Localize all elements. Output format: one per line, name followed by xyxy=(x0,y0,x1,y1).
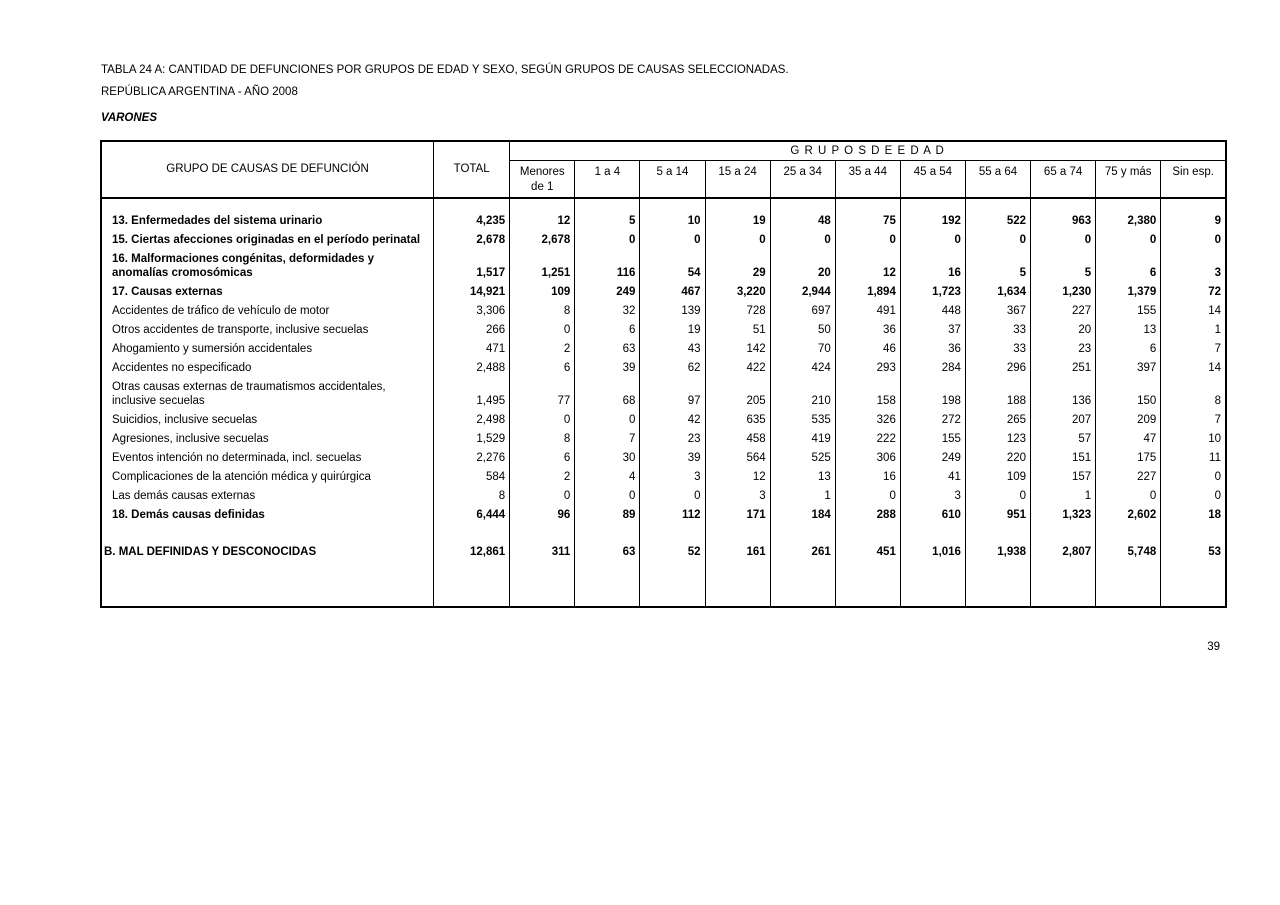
value-cell: 33 xyxy=(965,340,1030,359)
value-cell: 525 xyxy=(770,449,835,468)
value-cell: 451 xyxy=(835,543,900,562)
table-subtitle: REPÚBLICA ARGENTINA - AÑO 2008 xyxy=(101,86,298,98)
table-row xyxy=(101,250,1226,283)
spacer-cell xyxy=(640,525,705,543)
spacer-cell xyxy=(1161,562,1226,607)
value-cell: 150 xyxy=(1096,378,1161,411)
cause-label: 18. Demás causas definidas xyxy=(112,508,265,521)
value-cell: 1,894 xyxy=(835,283,900,302)
table-row xyxy=(101,302,1226,321)
value-cell: 2,380 xyxy=(1096,212,1161,231)
cause-label: Las demás causas externas xyxy=(112,489,256,502)
value-cell: 48 xyxy=(770,212,835,231)
value-cell: 1,016 xyxy=(900,543,965,562)
value-cell: 75 xyxy=(835,212,900,231)
cause-label: 13. Enfermedades del sistema urinario xyxy=(112,214,323,227)
value-cell: 1,495 xyxy=(434,378,510,411)
value-cell: 54 xyxy=(640,250,705,283)
value-cell: 14 xyxy=(1161,359,1226,378)
value-cell: 728 xyxy=(705,302,770,321)
value-cell: 39 xyxy=(575,359,640,378)
value-cell: 8 xyxy=(510,430,575,449)
spacer-cell xyxy=(965,525,1030,543)
value-cell: 5 xyxy=(965,250,1030,283)
spacer-cell xyxy=(434,198,510,212)
value-cell: 0 xyxy=(835,487,900,506)
table-row xyxy=(101,468,1226,487)
value-cell: 10 xyxy=(1161,430,1226,449)
value-cell: 41 xyxy=(900,468,965,487)
value-cell: 0 xyxy=(1161,468,1226,487)
value-cell: 63 xyxy=(575,340,640,359)
value-cell: 32 xyxy=(575,302,640,321)
cause-label: Accidentes no especificado xyxy=(112,361,252,374)
age-column-header: Menores de 1 xyxy=(510,160,575,198)
value-cell: 1,323 xyxy=(1031,506,1096,525)
value-cell: 7 xyxy=(1161,340,1226,359)
table-row xyxy=(101,340,1226,359)
value-cell: 0 xyxy=(575,487,640,506)
value-cell: 42 xyxy=(640,411,705,430)
spacer-cell xyxy=(101,562,434,607)
value-cell: 1,517 xyxy=(434,250,510,283)
value-cell: 2,807 xyxy=(1031,543,1096,562)
value-cell: 12,861 xyxy=(434,543,510,562)
value-cell: 1,723 xyxy=(900,283,965,302)
value-cell: 72 xyxy=(1161,283,1226,302)
value-cell: 18 xyxy=(1161,506,1226,525)
spacer-cell xyxy=(1161,525,1226,543)
value-cell: 3 xyxy=(1161,250,1226,283)
value-cell: 0 xyxy=(575,411,640,430)
age-column-header: 5 a 14 xyxy=(640,160,705,198)
value-cell: 6,444 xyxy=(434,506,510,525)
value-cell: 4 xyxy=(575,468,640,487)
value-cell: 116 xyxy=(575,250,640,283)
value-cell: 192 xyxy=(900,212,965,231)
total-column-header: TOTAL xyxy=(434,141,510,198)
value-cell: 3,306 xyxy=(434,302,510,321)
value-cell: 123 xyxy=(965,430,1030,449)
value-cell: 20 xyxy=(770,250,835,283)
value-cell: 306 xyxy=(835,449,900,468)
spacer-cell xyxy=(705,198,770,212)
cause-label: Ahogamiento y sumersión accidentales xyxy=(112,342,313,355)
table-row xyxy=(101,378,1226,411)
value-cell: 2,678 xyxy=(434,231,510,250)
age-column-header: 35 a 44 xyxy=(835,160,900,198)
value-cell: 1,634 xyxy=(965,283,1030,302)
value-cell: 0 xyxy=(510,411,575,430)
age-column-header: 75 y más xyxy=(1096,160,1161,198)
value-cell: 43 xyxy=(640,340,705,359)
cause-label: 16. Malformaciones congénitas, deformidades y anomalías cromosómicas xyxy=(112,252,375,279)
value-cell: 158 xyxy=(835,378,900,411)
value-cell: 47 xyxy=(1096,430,1161,449)
value-cell: 33 xyxy=(965,321,1030,340)
spacer-cell xyxy=(835,198,900,212)
value-cell: 112 xyxy=(640,506,705,525)
value-cell: 8 xyxy=(510,302,575,321)
value-cell: 19 xyxy=(705,212,770,231)
spacer-cell xyxy=(640,198,705,212)
spacer-cell xyxy=(640,562,705,607)
spacer-cell xyxy=(900,562,965,607)
age-column-header: 25 a 34 xyxy=(770,160,835,198)
spacer-cell xyxy=(1031,525,1096,543)
value-cell: 109 xyxy=(510,283,575,302)
value-cell: 10 xyxy=(640,212,705,231)
spacer-cell xyxy=(705,562,770,607)
value-cell: 963 xyxy=(1031,212,1096,231)
value-cell: 0 xyxy=(835,231,900,250)
value-cell: 0 xyxy=(1161,231,1226,250)
value-cell: 610 xyxy=(900,506,965,525)
value-cell: 109 xyxy=(965,468,1030,487)
value-cell: 0 xyxy=(1161,487,1226,506)
value-cell: 458 xyxy=(705,430,770,449)
value-cell: 16 xyxy=(835,468,900,487)
value-cell: 63 xyxy=(575,543,640,562)
value-cell: 0 xyxy=(770,231,835,250)
value-cell: 0 xyxy=(510,487,575,506)
spacer-cell xyxy=(965,562,1030,607)
document-titles xyxy=(101,63,789,126)
spacer-cell xyxy=(835,562,900,607)
cause-label: 17. Causas externas xyxy=(112,285,223,298)
value-cell: 584 xyxy=(434,468,510,487)
cause-label: Agresiones, inclusive secuelas xyxy=(112,432,269,445)
value-cell: 7 xyxy=(575,430,640,449)
value-cell: 142 xyxy=(705,340,770,359)
page-number: 39 xyxy=(1207,641,1220,653)
cause-label: B. MAL DEFINIDAS Y DESCONOCIDAS xyxy=(104,545,317,558)
value-cell: 161 xyxy=(705,543,770,562)
value-cell: 471 xyxy=(434,340,510,359)
value-cell: 97 xyxy=(640,378,705,411)
value-cell: 7 xyxy=(1161,411,1226,430)
value-cell: 13 xyxy=(770,468,835,487)
value-cell: 77 xyxy=(510,378,575,411)
age-column-header: Sin esp. xyxy=(1161,160,1226,198)
table-row xyxy=(101,430,1226,449)
value-cell: 46 xyxy=(835,340,900,359)
value-cell: 288 xyxy=(835,506,900,525)
value-cell: 0 xyxy=(510,321,575,340)
value-cell: 207 xyxy=(1031,411,1096,430)
spacer-cell xyxy=(1031,562,1096,607)
value-cell: 0 xyxy=(1031,231,1096,250)
value-cell: 293 xyxy=(835,359,900,378)
value-cell: 23 xyxy=(640,430,705,449)
spacer-cell xyxy=(900,525,965,543)
value-cell: 2,602 xyxy=(1096,506,1161,525)
age-column-header: 1 a 4 xyxy=(575,160,640,198)
value-cell: 2 xyxy=(510,340,575,359)
cause-label: Eventos intención no determinada, incl. secuelas xyxy=(112,451,362,464)
value-cell: 419 xyxy=(770,430,835,449)
spacer-cell xyxy=(434,525,510,543)
value-cell: 0 xyxy=(1096,487,1161,506)
spacer-cell xyxy=(900,198,965,212)
value-cell: 16 xyxy=(900,250,965,283)
value-cell: 397 xyxy=(1096,359,1161,378)
value-cell: 951 xyxy=(965,506,1030,525)
value-cell: 251 xyxy=(1031,359,1096,378)
value-cell: 2,498 xyxy=(434,411,510,430)
sex-label: VARONES xyxy=(101,112,158,124)
table-row xyxy=(101,283,1226,302)
value-cell: 5 xyxy=(575,212,640,231)
value-cell: 222 xyxy=(835,430,900,449)
spacer-cell xyxy=(575,198,640,212)
value-cell: 422 xyxy=(705,359,770,378)
value-cell: 171 xyxy=(705,506,770,525)
value-cell: 296 xyxy=(965,359,1030,378)
spacer-row xyxy=(101,562,1226,607)
value-cell: 0 xyxy=(640,487,705,506)
value-cell: 188 xyxy=(965,378,1030,411)
value-cell: 62 xyxy=(640,359,705,378)
value-cell: 36 xyxy=(900,340,965,359)
value-cell: 5,748 xyxy=(1096,543,1161,562)
spacer-cell xyxy=(1161,198,1226,212)
spacer-cell xyxy=(1096,198,1161,212)
value-cell: 535 xyxy=(770,411,835,430)
value-cell: 265 xyxy=(965,411,1030,430)
table-header xyxy=(101,141,1226,198)
cause-label: Complicaciones de la atención médica y quirúrgica xyxy=(112,470,371,483)
value-cell: 5 xyxy=(1031,250,1096,283)
value-cell: 249 xyxy=(575,283,640,302)
value-cell: 175 xyxy=(1096,449,1161,468)
value-cell: 564 xyxy=(705,449,770,468)
value-cell: 424 xyxy=(770,359,835,378)
cause-label: Suicidios, inclusive secuelas xyxy=(112,413,258,426)
value-cell: 491 xyxy=(835,302,900,321)
value-cell: 6 xyxy=(1096,340,1161,359)
spacer-cell xyxy=(770,198,835,212)
value-cell: 39 xyxy=(640,449,705,468)
value-cell: 9 xyxy=(1161,212,1226,231)
spacer-cell xyxy=(101,525,434,543)
spacer-cell xyxy=(510,198,575,212)
cause-column-header: GRUPO DE CAUSAS DE DEFUNCIÓN xyxy=(101,141,434,198)
value-cell: 70 xyxy=(770,340,835,359)
spacer-row xyxy=(101,198,1226,212)
value-cell: 522 xyxy=(965,212,1030,231)
value-cell: 209 xyxy=(1096,411,1161,430)
value-cell: 1,230 xyxy=(1031,283,1096,302)
value-cell: 6 xyxy=(510,449,575,468)
value-cell: 23 xyxy=(1031,340,1096,359)
value-cell: 157 xyxy=(1031,468,1096,487)
cause-label: 15. Ciertas afecciones originadas en el período perinatal xyxy=(112,233,421,246)
value-cell: 2,276 xyxy=(434,449,510,468)
value-cell: 467 xyxy=(640,283,705,302)
value-cell: 155 xyxy=(900,430,965,449)
value-cell: 249 xyxy=(900,449,965,468)
value-cell: 311 xyxy=(510,543,575,562)
spacer-cell xyxy=(575,525,640,543)
value-cell: 198 xyxy=(900,378,965,411)
spacer-cell xyxy=(434,562,510,607)
value-cell: 68 xyxy=(575,378,640,411)
value-cell: 36 xyxy=(835,321,900,340)
spacer-cell xyxy=(1031,198,1096,212)
value-cell: 205 xyxy=(705,378,770,411)
value-cell: 3,220 xyxy=(705,283,770,302)
value-cell: 8 xyxy=(1161,378,1226,411)
value-cell: 136 xyxy=(1031,378,1096,411)
value-cell: 227 xyxy=(1031,302,1096,321)
value-cell: 139 xyxy=(640,302,705,321)
value-cell: 1 xyxy=(770,487,835,506)
value-cell: 50 xyxy=(770,321,835,340)
value-cell: 2,944 xyxy=(770,283,835,302)
age-column-header: 65 a 74 xyxy=(1031,160,1096,198)
value-cell: 227 xyxy=(1096,468,1161,487)
table-row xyxy=(101,449,1226,468)
table-row xyxy=(101,212,1226,231)
value-cell: 12 xyxy=(510,212,575,231)
value-cell: 89 xyxy=(575,506,640,525)
value-cell: 12 xyxy=(705,468,770,487)
value-cell: 367 xyxy=(965,302,1030,321)
table-row xyxy=(101,506,1226,525)
value-cell: 3 xyxy=(640,468,705,487)
value-cell: 51 xyxy=(705,321,770,340)
value-cell: 635 xyxy=(705,411,770,430)
age-column-header: 15 a 24 xyxy=(705,160,770,198)
spacer-cell xyxy=(770,525,835,543)
cause-label: Otros accidentes de transporte, inclusive secuelas xyxy=(112,323,369,336)
value-cell: 96 xyxy=(510,506,575,525)
value-cell: 8 xyxy=(434,487,510,506)
spacer-cell xyxy=(1096,525,1161,543)
table-title: TABLA 24 A: CANTIDAD DE DEFUNCIONES POR GRUPOS DE EDAD Y SEXO, SEGÚN GRUPOS DE CAUSAS SELECCIONADAS. xyxy=(101,64,789,76)
value-cell: 697 xyxy=(770,302,835,321)
spacer-cell xyxy=(575,562,640,607)
value-cell: 30 xyxy=(575,449,640,468)
value-cell: 0 xyxy=(965,487,1030,506)
value-cell: 53 xyxy=(1161,543,1226,562)
spacer-cell xyxy=(705,525,770,543)
value-cell: 3 xyxy=(705,487,770,506)
table-row xyxy=(101,359,1226,378)
spacer-cell xyxy=(770,562,835,607)
value-cell: 14 xyxy=(1161,302,1226,321)
age-column-header: 45 a 54 xyxy=(900,160,965,198)
table-row xyxy=(101,411,1226,430)
value-cell: 12 xyxy=(835,250,900,283)
value-cell: 155 xyxy=(1096,302,1161,321)
value-cell: 3 xyxy=(900,487,965,506)
value-cell: 1,379 xyxy=(1096,283,1161,302)
value-cell: 0 xyxy=(575,231,640,250)
spacer-cell xyxy=(510,562,575,607)
value-cell: 19 xyxy=(640,321,705,340)
value-cell: 20 xyxy=(1031,321,1096,340)
value-cell: 261 xyxy=(770,543,835,562)
value-cell: 266 xyxy=(434,321,510,340)
age-column-header: 55 a 64 xyxy=(965,160,1030,198)
cause-label: Accidentes de tráfico de vehículo de motor xyxy=(112,304,330,317)
value-cell: 37 xyxy=(900,321,965,340)
mortality-table xyxy=(100,140,1227,608)
spacer-cell xyxy=(1096,562,1161,607)
spacer-row xyxy=(101,525,1226,543)
value-cell: 1,938 xyxy=(965,543,1030,562)
value-cell: 2 xyxy=(510,468,575,487)
value-cell: 57 xyxy=(1031,430,1096,449)
value-cell: 151 xyxy=(1031,449,1096,468)
table-row xyxy=(101,231,1226,250)
table-row xyxy=(101,543,1226,562)
value-cell: 2,488 xyxy=(434,359,510,378)
value-cell: 1 xyxy=(1031,487,1096,506)
spacer-cell xyxy=(510,525,575,543)
value-cell: 220 xyxy=(965,449,1030,468)
value-cell: 1 xyxy=(1161,321,1226,340)
value-cell: 0 xyxy=(965,231,1030,250)
value-cell: 210 xyxy=(770,378,835,411)
value-cell: 284 xyxy=(900,359,965,378)
age-groups-header: G R U P O S D E E D A D xyxy=(510,141,1226,160)
value-cell: 29 xyxy=(705,250,770,283)
table-body xyxy=(101,198,1226,607)
value-cell: 0 xyxy=(705,231,770,250)
value-cell: 0 xyxy=(900,231,965,250)
spacer-cell xyxy=(965,198,1030,212)
table-row xyxy=(101,321,1226,340)
value-cell: 6 xyxy=(1096,250,1161,283)
table-row xyxy=(101,487,1226,506)
value-cell: 6 xyxy=(510,359,575,378)
value-cell: 52 xyxy=(640,543,705,562)
spacer-cell xyxy=(835,525,900,543)
value-cell: 184 xyxy=(770,506,835,525)
value-cell: 14,921 xyxy=(434,283,510,302)
value-cell: 0 xyxy=(640,231,705,250)
value-cell: 0 xyxy=(1096,231,1161,250)
value-cell: 326 xyxy=(835,411,900,430)
value-cell: 11 xyxy=(1161,449,1226,468)
spacer-cell xyxy=(101,198,434,212)
value-cell: 448 xyxy=(900,302,965,321)
value-cell: 2,678 xyxy=(510,231,575,250)
value-cell: 1,529 xyxy=(434,430,510,449)
value-cell: 4,235 xyxy=(434,212,510,231)
value-cell: 6 xyxy=(575,321,640,340)
value-cell: 13 xyxy=(1096,321,1161,340)
cause-label: Otras causas externas de traumatismos accidentales, inclusive secuelas xyxy=(112,380,386,407)
value-cell: 1,251 xyxy=(510,250,575,283)
value-cell: 272 xyxy=(900,411,965,430)
